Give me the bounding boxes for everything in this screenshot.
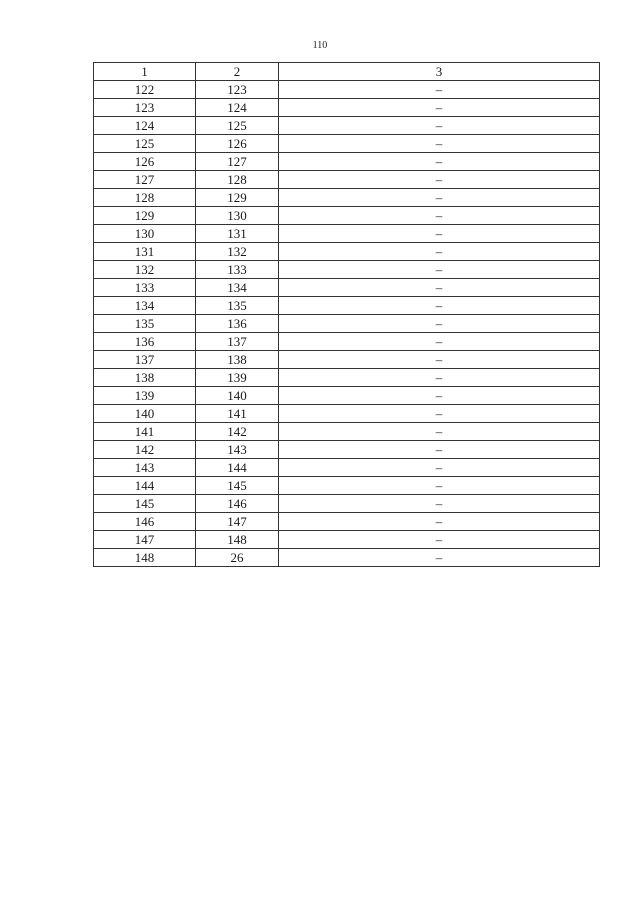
table-cell-col-1: 141 bbox=[94, 423, 196, 441]
table-cell-col-2: 143 bbox=[196, 441, 279, 459]
table-cell-col-3: – bbox=[279, 351, 600, 369]
table-cell-col-1: 138 bbox=[94, 369, 196, 387]
table-cell-col-2: 147 bbox=[196, 513, 279, 531]
table-cell-col-2: 136 bbox=[196, 315, 279, 333]
table-cell-col-3: – bbox=[279, 459, 600, 477]
table-row bbox=[94, 477, 600, 495]
table-cell-col-3: – bbox=[279, 387, 600, 405]
table-cell-col-1: 143 bbox=[94, 459, 196, 477]
table-cell-col-1: 146 bbox=[94, 513, 196, 531]
table-row bbox=[94, 261, 600, 279]
table-cell-col-1: 122 bbox=[94, 81, 196, 99]
table-cell-col-3: – bbox=[279, 315, 600, 333]
table-cell-col-2: 124 bbox=[196, 99, 279, 117]
table-cell-col-1: 123 bbox=[94, 99, 196, 117]
table-cell-col-1: 124 bbox=[94, 117, 196, 135]
table-cell-col-2: 126 bbox=[196, 135, 279, 153]
table-cell-col-1: 136 bbox=[94, 333, 196, 351]
table-cell-col-3: – bbox=[279, 135, 600, 153]
table-cell-col-3: – bbox=[279, 189, 600, 207]
table-cell-col-1: 126 bbox=[94, 153, 196, 171]
table-row bbox=[94, 459, 600, 477]
table-row bbox=[94, 135, 600, 153]
table-cell-col-2: 146 bbox=[196, 495, 279, 513]
table-cell-col-1: 127 bbox=[94, 171, 196, 189]
table-row bbox=[94, 315, 600, 333]
table-cell-col-2: 141 bbox=[196, 405, 279, 423]
table-cell-col-2: 130 bbox=[196, 207, 279, 225]
column-header-2: 2 bbox=[196, 63, 279, 81]
table-cell-col-3: – bbox=[279, 369, 600, 387]
table-cell-col-2: 123 bbox=[196, 81, 279, 99]
table-row bbox=[94, 405, 600, 423]
table-row bbox=[94, 189, 600, 207]
table-row bbox=[94, 207, 600, 225]
table-row bbox=[94, 297, 600, 315]
table-cell-col-1: 139 bbox=[94, 387, 196, 405]
table-cell-col-3: – bbox=[279, 153, 600, 171]
table-cell-col-2: 128 bbox=[196, 171, 279, 189]
table-row bbox=[94, 279, 600, 297]
table-cell-col-3: – bbox=[279, 297, 600, 315]
table-cell-col-2: 144 bbox=[196, 459, 279, 477]
table-cell-col-3: – bbox=[279, 99, 600, 117]
table-row bbox=[94, 369, 600, 387]
table-cell-col-3: – bbox=[279, 333, 600, 351]
table-row bbox=[94, 243, 600, 261]
page-number: 110 bbox=[312, 40, 328, 51]
table-cell-col-1: 131 bbox=[94, 243, 196, 261]
table-cell-col-2: 138 bbox=[196, 351, 279, 369]
table-row bbox=[94, 171, 600, 189]
table-cell-col-1: 128 bbox=[94, 189, 196, 207]
table-cell-col-2: 125 bbox=[196, 117, 279, 135]
table-row bbox=[94, 387, 600, 405]
table-cell-col-1: 135 bbox=[94, 315, 196, 333]
table-cell-col-1: 132 bbox=[94, 261, 196, 279]
table-cell-col-1: 147 bbox=[94, 531, 196, 549]
table-cell-col-3: – bbox=[279, 81, 600, 99]
table-cell-col-1: 133 bbox=[94, 279, 196, 297]
table-cell-col-3: – bbox=[279, 441, 600, 459]
table-header-row bbox=[94, 63, 600, 81]
column-header-1: 1 bbox=[94, 63, 196, 81]
table-cell-col-3: – bbox=[279, 513, 600, 531]
table-cell-col-2: 135 bbox=[196, 297, 279, 315]
table-cell-col-3: – bbox=[279, 495, 600, 513]
table-row bbox=[94, 81, 600, 99]
table-cell-col-3: – bbox=[279, 279, 600, 297]
table-cell-col-3: – bbox=[279, 477, 600, 495]
table-cell-col-1: 145 bbox=[94, 495, 196, 513]
table-row bbox=[94, 423, 600, 441]
table-cell-col-1: 140 bbox=[94, 405, 196, 423]
table-cell-col-1: 137 bbox=[94, 351, 196, 369]
table-cell-col-3: – bbox=[279, 117, 600, 135]
table-row bbox=[94, 549, 600, 567]
table-cell-col-1: 130 bbox=[94, 225, 196, 243]
table-cell-col-1: 134 bbox=[94, 297, 196, 315]
table-row bbox=[94, 225, 600, 243]
table-cell-col-1: 142 bbox=[94, 441, 196, 459]
table-row bbox=[94, 99, 600, 117]
table-row bbox=[94, 351, 600, 369]
table-cell-col-1: 129 bbox=[94, 207, 196, 225]
table-row bbox=[94, 117, 600, 135]
table-cell-col-3: – bbox=[279, 531, 600, 549]
table-cell-col-2: 140 bbox=[196, 387, 279, 405]
table-cell-col-2: 129 bbox=[196, 189, 279, 207]
table-row bbox=[94, 495, 600, 513]
table-cell-col-3: – bbox=[279, 549, 600, 567]
table-row bbox=[94, 333, 600, 351]
table-row bbox=[94, 153, 600, 171]
table-cell-col-2: 137 bbox=[196, 333, 279, 351]
table-cell-col-3: – bbox=[279, 423, 600, 441]
table-cell-col-2: 134 bbox=[196, 279, 279, 297]
table-cell-col-3: – bbox=[279, 171, 600, 189]
data-table bbox=[93, 62, 600, 567]
table-cell-col-1: 148 bbox=[94, 549, 196, 567]
table-cell-col-3: – bbox=[279, 261, 600, 279]
table-row bbox=[94, 513, 600, 531]
table-cell-col-2: 139 bbox=[196, 369, 279, 387]
table-body bbox=[94, 81, 600, 567]
table-cell-col-1: 125 bbox=[94, 135, 196, 153]
table-cell-col-3: – bbox=[279, 207, 600, 225]
table-cell-col-2: 148 bbox=[196, 531, 279, 549]
table-cell-col-2: 131 bbox=[196, 225, 279, 243]
table-cell-col-2: 142 bbox=[196, 423, 279, 441]
table-cell-col-2: 145 bbox=[196, 477, 279, 495]
table-cell-col-2: 133 bbox=[196, 261, 279, 279]
table-row bbox=[94, 531, 600, 549]
column-header-3: 3 bbox=[279, 63, 600, 81]
table-cell-col-2: 132 bbox=[196, 243, 279, 261]
table-cell-col-2: 127 bbox=[196, 153, 279, 171]
table-cell-col-3: – bbox=[279, 243, 600, 261]
table-row bbox=[94, 441, 600, 459]
table-cell-col-3: – bbox=[279, 225, 600, 243]
table-cell-col-1: 144 bbox=[94, 477, 196, 495]
table-cell-col-3: – bbox=[279, 405, 600, 423]
table-cell-col-2: 26 bbox=[196, 549, 279, 567]
